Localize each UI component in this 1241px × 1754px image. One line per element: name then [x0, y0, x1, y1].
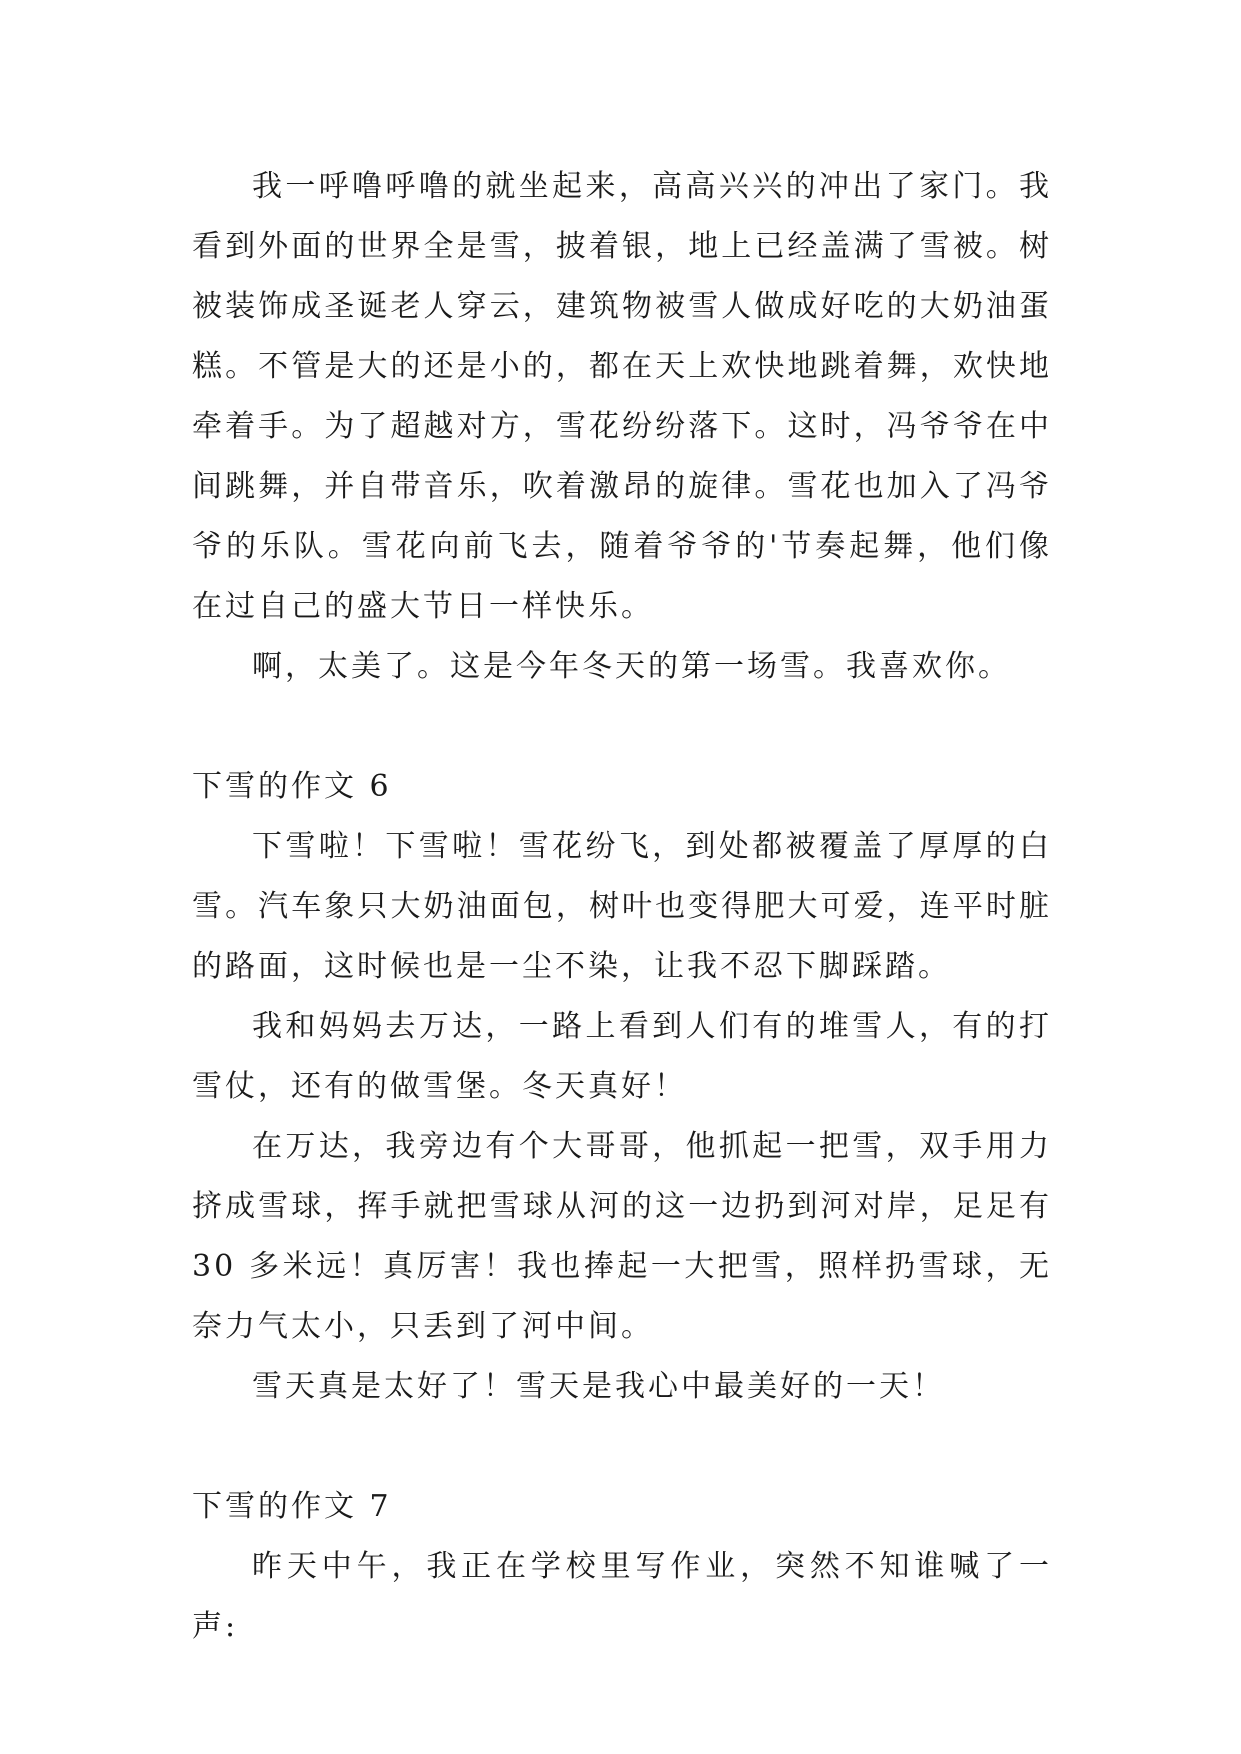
paragraph: 我和妈妈去万达，一路上看到人们有的堆雪人，有的打雪仗，还有的做雪堡。冬天真好！ — [192, 1009, 1052, 1104]
section-gap — [192, 697, 1052, 757]
paragraph: 我一呼噜呼噜的就坐起来，高高兴兴的冲出了家门。我看到外面的世界全是雪，披着银，地上已经盖满了雪被。树被装饰成圣诞老人穿云，建筑物被雪人做成好吃的大奶油蛋糕。不管是大的还是小的，都在天上欢快地跳着舞，欢快地牵着手。为了超越对方，雪花纷纷落下。这时，冯爷爷在中间跳舞，并自带音乐，吹着激昂的旋律。雪花也加入了冯爷爷的乐队。雪花向前飞去，随着爷爷的'节奏起舞，他们像在过自己的盛大节日一样快乐。 — [192, 169, 1052, 624]
section-heading: 下雪的作文 7 — [192, 1489, 392, 1524]
section-gap — [192, 1417, 1052, 1477]
paragraph: 昨天中午，我正在学校里写作业，突然不知谁喊了一声: — [192, 1549, 1052, 1644]
paragraph: 啊，太美了。这是今年冬天的第一场雪。我喜欢你。 — [252, 649, 1011, 684]
paragraph: 下雪啦！下雪啦！雪花纷飞，到处都被覆盖了厚厚的白雪。汽车象只大奶油面包，树叶也变得肥大可爱，连平时脏的路面，这时候也是一尘不染，让我不忍下脚踩踏。 — [192, 829, 1052, 984]
section-heading: 下雪的作文 6 — [192, 769, 392, 804]
paragraph: 雪天真是太好了！雪天是我心中最美好的一天！ — [252, 1369, 945, 1404]
paragraph: 在万达，我旁边有个大哥哥，他抓起一把雪，双手用力挤成雪球，挥手就把雪球从河的这一边扔到河对岸，足足有30 多米远！真厉害！我也捧起一大把雪，照样扔雪球，无奈力气太小，只丢到了河中间。 — [192, 1129, 1052, 1344]
document-page — [192, 157, 1052, 1657]
